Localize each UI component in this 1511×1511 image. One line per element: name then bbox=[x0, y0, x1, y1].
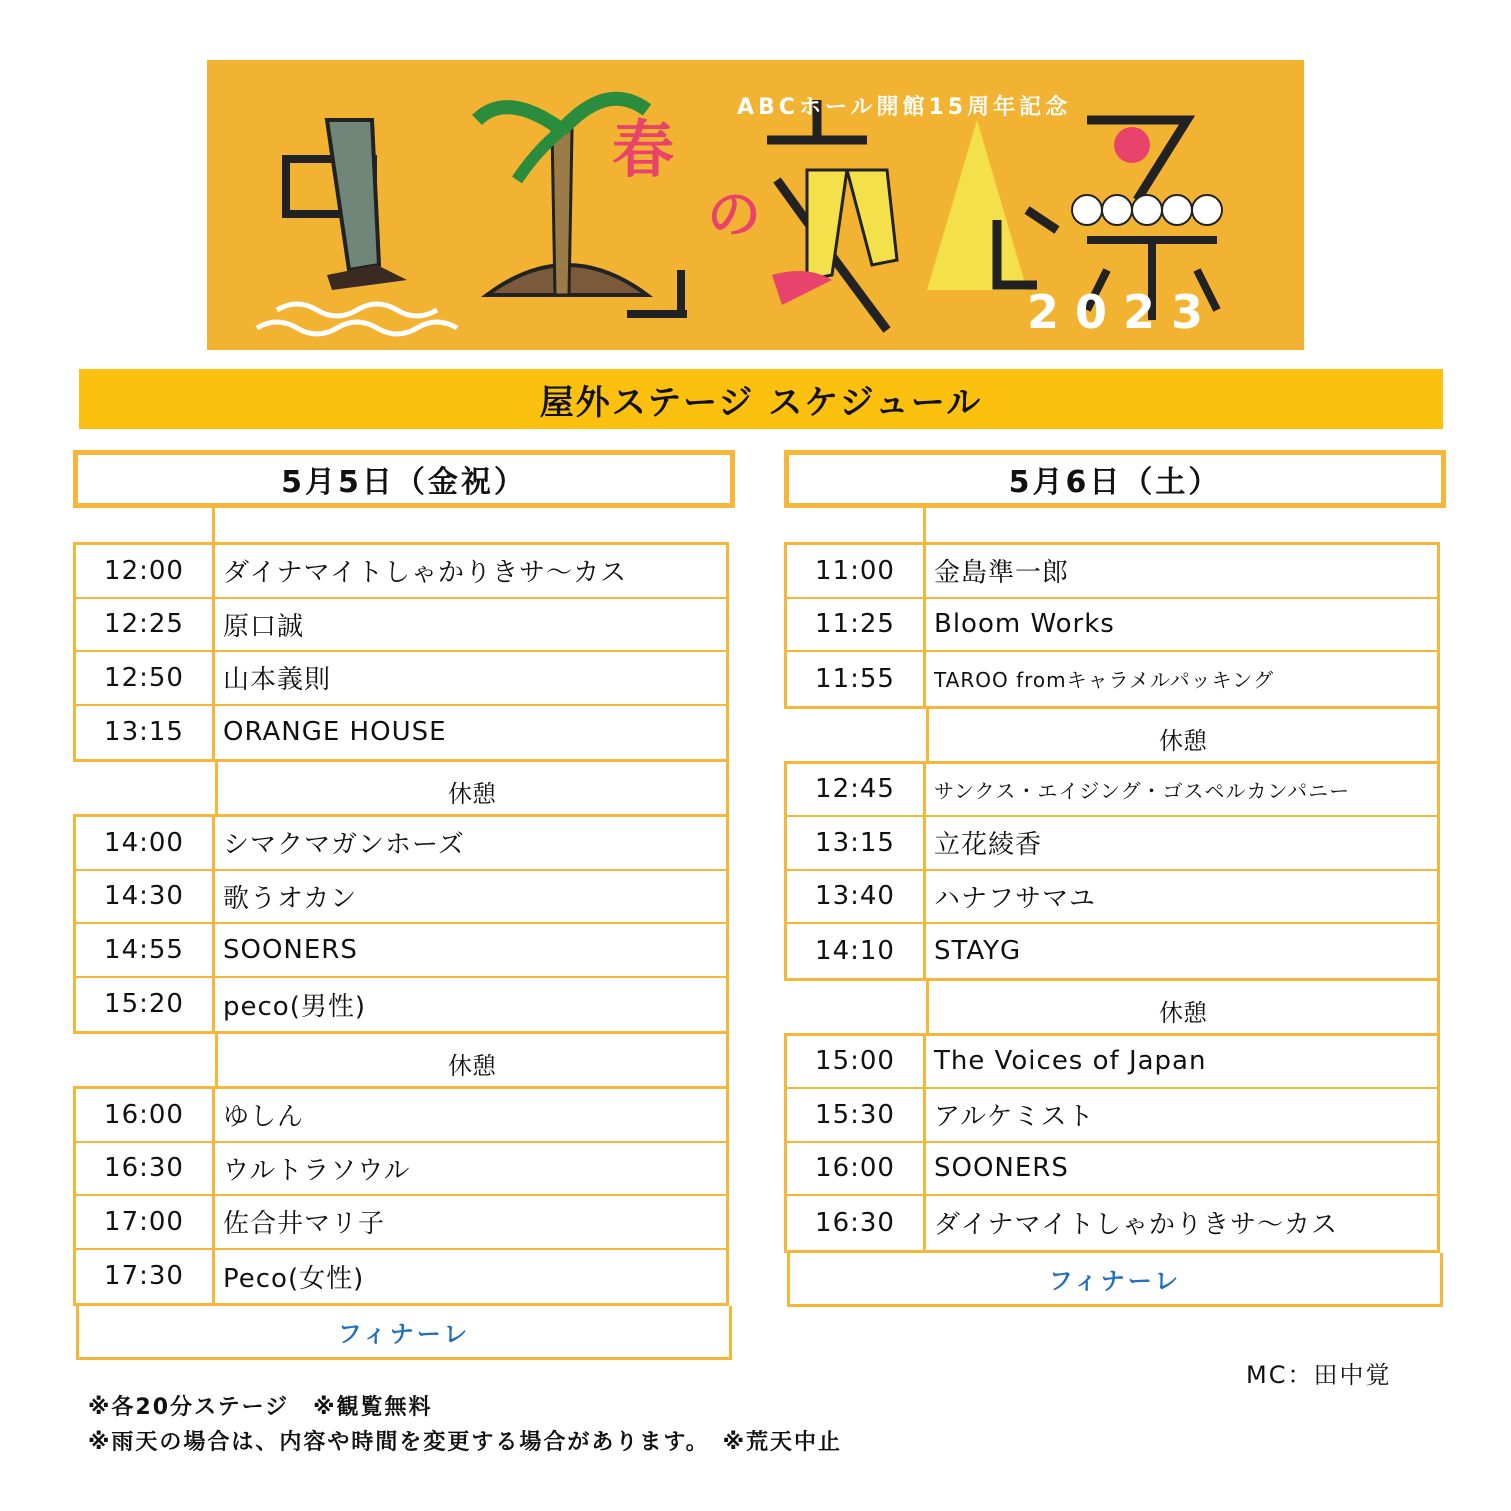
table-row bbox=[787, 1036, 1437, 1090]
time-cell: 11:25 bbox=[787, 599, 926, 651]
event-banner bbox=[207, 60, 1304, 350]
time-cell: 11:55 bbox=[787, 652, 926, 706]
table-row bbox=[787, 1143, 1437, 1197]
time-cell: 12:00 bbox=[76, 545, 215, 597]
act-cell: 佐合井マリ子 bbox=[223, 1209, 386, 1240]
time-cell: 16:30 bbox=[787, 1196, 926, 1250]
act-cell: ゆしん bbox=[223, 1102, 305, 1133]
act-cell: 金島準一郎 bbox=[934, 558, 1070, 589]
table-row bbox=[787, 1196, 1437, 1250]
table-row bbox=[787, 1089, 1437, 1143]
day2-block-3 bbox=[784, 1033, 1440, 1253]
act-cell: The Voices of Japan bbox=[934, 1046, 1207, 1077]
time-cell: 15:00 bbox=[787, 1036, 926, 1088]
table-row bbox=[787, 871, 1437, 925]
day2-header: 5月6日（土） bbox=[784, 450, 1446, 508]
table-row bbox=[787, 652, 1437, 706]
act-cell: TAROO fromキャラメルパッキング bbox=[934, 668, 1275, 693]
act-cell: ORANGE HOUSE bbox=[223, 717, 447, 748]
table-row bbox=[76, 1089, 726, 1143]
act-cell: 原口誠 bbox=[223, 611, 305, 642]
day2-schedule bbox=[784, 450, 1446, 1307]
footer-note-1: ※各20分ステージ ※観覧無料 bbox=[88, 1395, 433, 1420]
schedule-title: 屋外ステージ スケジュール bbox=[539, 382, 983, 423]
table-row bbox=[76, 706, 726, 760]
time-cell: 12:25 bbox=[76, 599, 215, 651]
table-row bbox=[76, 1143, 726, 1197]
act-cell: サンクス・エイジング・ゴスペルカンパニー bbox=[934, 778, 1351, 803]
day1-header: 5月5日（金祝） bbox=[73, 450, 735, 508]
act-cell: 山本義則 bbox=[223, 665, 332, 696]
table-row bbox=[787, 599, 1437, 653]
break-label: 休憩 bbox=[926, 981, 1440, 1033]
table-row bbox=[76, 978, 726, 1032]
day1-block-2 bbox=[73, 814, 729, 1034]
time-cell: 17:30 bbox=[76, 1250, 215, 1304]
table-row bbox=[76, 1196, 726, 1250]
banner-year: 2023 bbox=[1027, 285, 1220, 339]
table-row bbox=[76, 599, 726, 653]
act-cell: アルケミスト bbox=[934, 1102, 1095, 1133]
banner-haru: 春 bbox=[612, 113, 675, 186]
day1-schedule bbox=[73, 450, 735, 1360]
act-cell: Peco(女性) bbox=[223, 1263, 365, 1294]
time-cell: 13:40 bbox=[787, 871, 926, 923]
break-row bbox=[784, 981, 1446, 1033]
break-label: 休憩 bbox=[215, 762, 729, 814]
break-label: 休憩 bbox=[215, 1034, 729, 1086]
mc-credit: MC：田中覚 bbox=[1246, 1361, 1392, 1389]
time-cell: 14:00 bbox=[76, 817, 215, 869]
act-cell: 歌うオカン bbox=[223, 883, 358, 914]
time-cell: 15:20 bbox=[76, 978, 215, 1032]
break-row bbox=[784, 709, 1446, 761]
time-cell: 11:00 bbox=[787, 545, 926, 597]
time-cell: 12:50 bbox=[76, 652, 215, 704]
table-row bbox=[787, 817, 1437, 871]
table-row bbox=[76, 545, 726, 599]
table-row bbox=[76, 817, 726, 871]
table-row bbox=[76, 924, 726, 978]
time-cell: 16:30 bbox=[76, 1143, 215, 1195]
break-label: 休憩 bbox=[926, 709, 1440, 761]
table-row bbox=[76, 652, 726, 706]
schedule-title-bar bbox=[79, 369, 1443, 429]
banner-no: の bbox=[707, 183, 761, 246]
day2-block-2 bbox=[784, 761, 1440, 981]
break-row bbox=[73, 1034, 735, 1086]
act-cell: SOONERS bbox=[223, 934, 358, 965]
day1-block-1 bbox=[73, 542, 729, 762]
table-row bbox=[787, 924, 1437, 978]
act-cell: SOONERS bbox=[934, 1153, 1069, 1184]
act-cell: STAYG bbox=[934, 935, 1022, 966]
act-cell: ハナフサマユ bbox=[934, 883, 1097, 914]
time-cell: 16:00 bbox=[76, 1089, 215, 1141]
act-cell: シマクマガンホーズ bbox=[223, 830, 465, 861]
table-row bbox=[787, 545, 1437, 599]
act-cell: 立花綾香 bbox=[934, 830, 1043, 861]
time-cell: 16:00 bbox=[787, 1143, 926, 1195]
day1-finale: フィナーレ bbox=[76, 1306, 732, 1360]
day2-block-1 bbox=[784, 542, 1440, 709]
time-cell: 12:45 bbox=[787, 764, 926, 816]
time-cell: 14:55 bbox=[76, 924, 215, 976]
day2-finale: フィナーレ bbox=[787, 1253, 1443, 1307]
break-row bbox=[73, 762, 735, 814]
act-cell: Bloom Works bbox=[934, 609, 1115, 640]
time-cell: 17:00 bbox=[76, 1196, 215, 1248]
time-cell: 13:15 bbox=[787, 817, 926, 869]
act-cell: ダイナマイトしゃかりきサ～カス bbox=[934, 1210, 1338, 1241]
time-cell: 14:30 bbox=[76, 871, 215, 923]
time-cell: 15:30 bbox=[787, 1089, 926, 1141]
time-cell: 14:10 bbox=[787, 924, 926, 978]
table-row bbox=[76, 871, 726, 925]
act-cell: ダイナマイトしゃかりきサ～カス bbox=[223, 558, 627, 589]
table-row bbox=[76, 1250, 726, 1304]
act-cell: peco(男性) bbox=[223, 991, 366, 1022]
banner-subtitle: ABCホール開館15周年記念 bbox=[737, 95, 1072, 120]
time-cell: 13:15 bbox=[76, 706, 215, 760]
footer-note-2: ※雨天の場合は、内容や時間を変更する場合があります。 ※荒天中止 bbox=[88, 1430, 843, 1455]
table-row bbox=[787, 764, 1437, 818]
day1-block-3 bbox=[73, 1086, 729, 1306]
act-cell: ウルトラソウル bbox=[223, 1155, 411, 1186]
